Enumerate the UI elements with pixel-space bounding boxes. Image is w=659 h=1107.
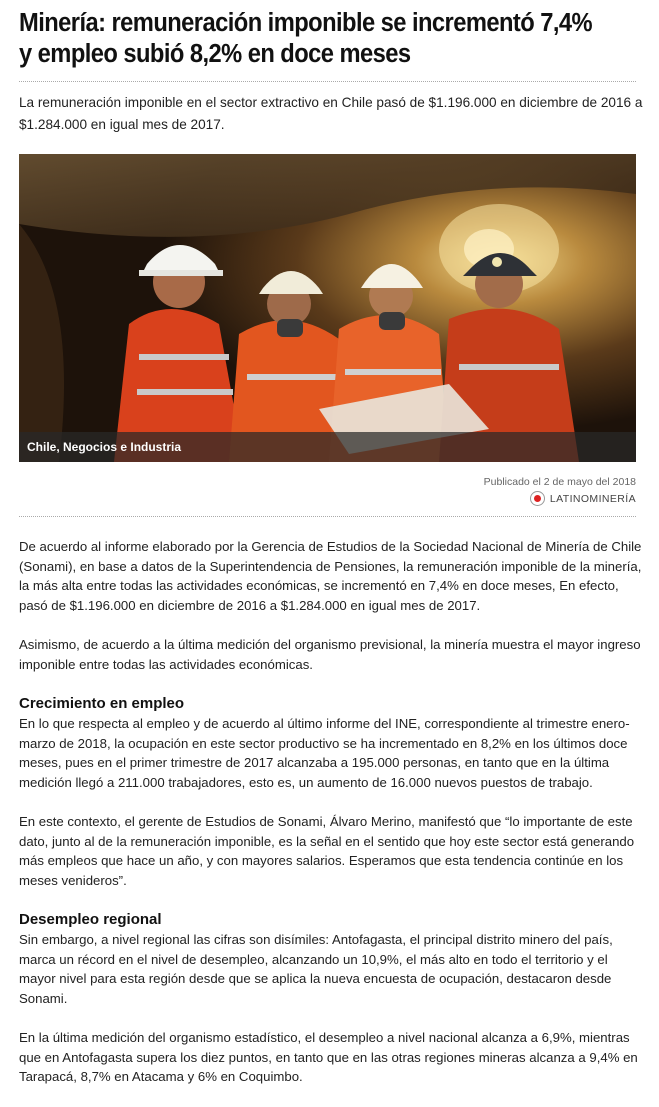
paragraph: En este contexto, el gerente de Estudios de Sonami, Álvaro Merino, manifestó que “lo importante de este dato, junto al de la remuneración imponible, es la señal en el sentido que hoy este sector está generando más empleos que hace un año, y con mayores salarios. Esperamos que esta tendencia continúe en los meses venideros”. <box>19 814 635 888</box>
paragraph: Sin embargo, a nivel regional las cifras son disímiles: Antofagasta, el principal distrito minero del país, marca un récord en el nivel de desempleo, alcanzando un 10,9%, el más alto en todo el territorio y el mayor nivel para esta región desde que se aplica la nueva encuesta de ocupación, destacaron desde Sonami. <box>19 932 613 1006</box>
title-divider <box>19 81 636 82</box>
source-name: LATINOMINERÍA <box>549 492 636 505</box>
subheading-regional-unemployment: Desempleo regional <box>19 911 162 928</box>
paragraph: Asimismo, de acuerdo a la última medición del organismo previsional, la minería muestra el mayor ingreso imponible entre todas las actividades económicas. <box>19 637 641 672</box>
image-caption-bar <box>19 432 636 462</box>
image-caption: Chile, Negocios e Industria <box>27 440 182 454</box>
source-logo-icon <box>530 491 545 506</box>
article-lead: La remuneración imponible en el sector extractivo en Chile pasó de $1.196.000 en diciembre de 2016 a $1.284.000 en igual mes de 2017. <box>19 95 643 132</box>
paragraph: En lo que respecta al empleo y de acuerdo al último informe del INE, correspondiente al trimestre enero-marzo de 2018, la ocupación en este sector productivo se ha incrementado en 8,2% en los últimos doce meses, pues en el primer trimestre de 2017 alcanzaba a 195.000 personas, en tanto que en la última medición llegó a 211.000 trabajadores, esto es, un aumento de 16.000 nuevos puestos de trabajo. <box>19 716 630 790</box>
publish-date: Publicado el 2 de mayo del 2018 <box>483 476 636 488</box>
miners-photo <box>19 154 636 462</box>
article-title: Minería: remuneración imponible se incrementó 7,4% y empleo subió 8,2% en doce meses <box>19 9 593 68</box>
paragraph: En la última medición del organismo estadístico, el desempleo a nivel nacional alcanza a 6,9%, mientras que en Antofagasta supera los diez puntos, en tanto que en las otras regiones mineras alcanza a 9,4% en Tarapacá, 8,7% en Atacama y 6% en Coquimbo. <box>19 1030 638 1084</box>
article-body <box>19 537 642 1107</box>
paragraph: De acuerdo al informe elaborado por la Gerencia de Estudios de la Sociedad Nacional de Minería de Chile (Sonami), en base a datos de la Superintendencia de Pensiones, la remuneración imponible de la minería, la más alta entre todas las actividades económicas, se incrementó en 7,4% en doce meses, En efecto, pasó de $1.196.000 en diciembre de 2016 a $1.284.000 en igual mes de 2017. <box>19 539 642 613</box>
meta-divider <box>19 516 636 517</box>
source-link[interactable] <box>530 491 636 506</box>
hero-image[interactable] <box>19 154 636 462</box>
subheading-employment-growth: Crecimiento en empleo <box>19 695 185 712</box>
